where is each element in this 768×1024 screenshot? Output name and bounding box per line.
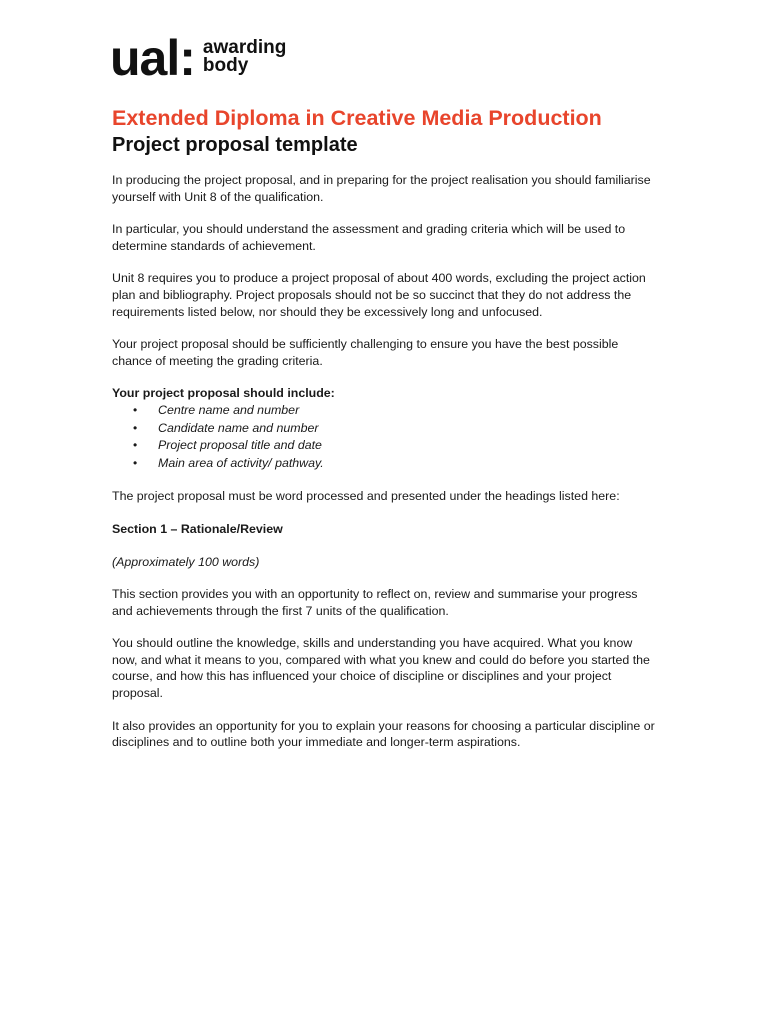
section-1-paragraph-1: This section provides you with an opportunity to reflect on, review and summarise your progress and achievements through the first 7 units of the qualification. [112,587,638,618]
section-1-word-count: (Approximately 100 words) [112,554,260,569]
bullet-icon: • [133,402,138,417]
include-list-item [133,402,657,420]
include-list-item [133,420,657,438]
headings-intro: The project proposal must be word processed and presented under the headings listed here: [112,489,620,504]
include-list-item [133,455,657,473]
section-1-paragraph-3: It also provides an opportunity for you to explain your reasons for choosing a particular discipline or disciplines and to outline both your immediate and longer-term aspirations. [112,718,655,750]
include-heading: Your project proposal should include: [112,386,335,401]
include-item-text: Centre name and number [158,402,300,417]
include-item-text: Project proposal title and date [158,438,322,453]
include-list [112,402,657,472]
section-1-title: Section 1 – Rationale/Review [112,521,283,536]
intro-paragraph-3: Unit 8 requires you to produce a project proposal of about 400 words, excluding the project action plan and bibliography. Project proposals should not be so succinct that they do not address the requirements listed below, nor should they be excessively long and unfocused. [112,271,646,319]
bullet-icon: • [133,455,138,470]
logo-line-1: awarding [202,37,287,58]
bullet-icon: • [133,420,138,435]
section-1-paragraph-2: You should outline the knowledge, skills and understanding you have acquired. What you know now, and what it means to you, compared with what you knew and could do before you started the course, and how this has influenced your choice of discipline or disciplines and your project proposal. [112,636,650,701]
intro-paragraph-2: In particular, you should understand the assessment and grading criteria which will be used to determine standards of achievement. [112,222,626,253]
include-list-item [133,437,657,455]
bullet-icon: • [133,438,138,453]
document-title: Extended Diploma in Creative Media Production [112,106,602,130]
intro-paragraph-4: Your project proposal should be sufficiently challenging to ensure you have the best possible chance of meeting the grading criteria. [112,337,619,368]
include-item-text: Main area of activity/ pathway. [158,455,324,470]
logo-words [203,39,286,75]
document-body [112,172,657,767]
intro-paragraph-1: In producing the project proposal, and in preparing for the project realisation you should familiarise yourself with Unit 8 of the qualification. [112,173,651,204]
logo-mark: ual: [110,30,195,86]
logo-line-2: body [202,55,249,76]
include-item-text: Candidate name and number [158,420,319,435]
ual-logo [110,30,287,86]
document-subtitle: Project proposal template [112,134,358,156]
